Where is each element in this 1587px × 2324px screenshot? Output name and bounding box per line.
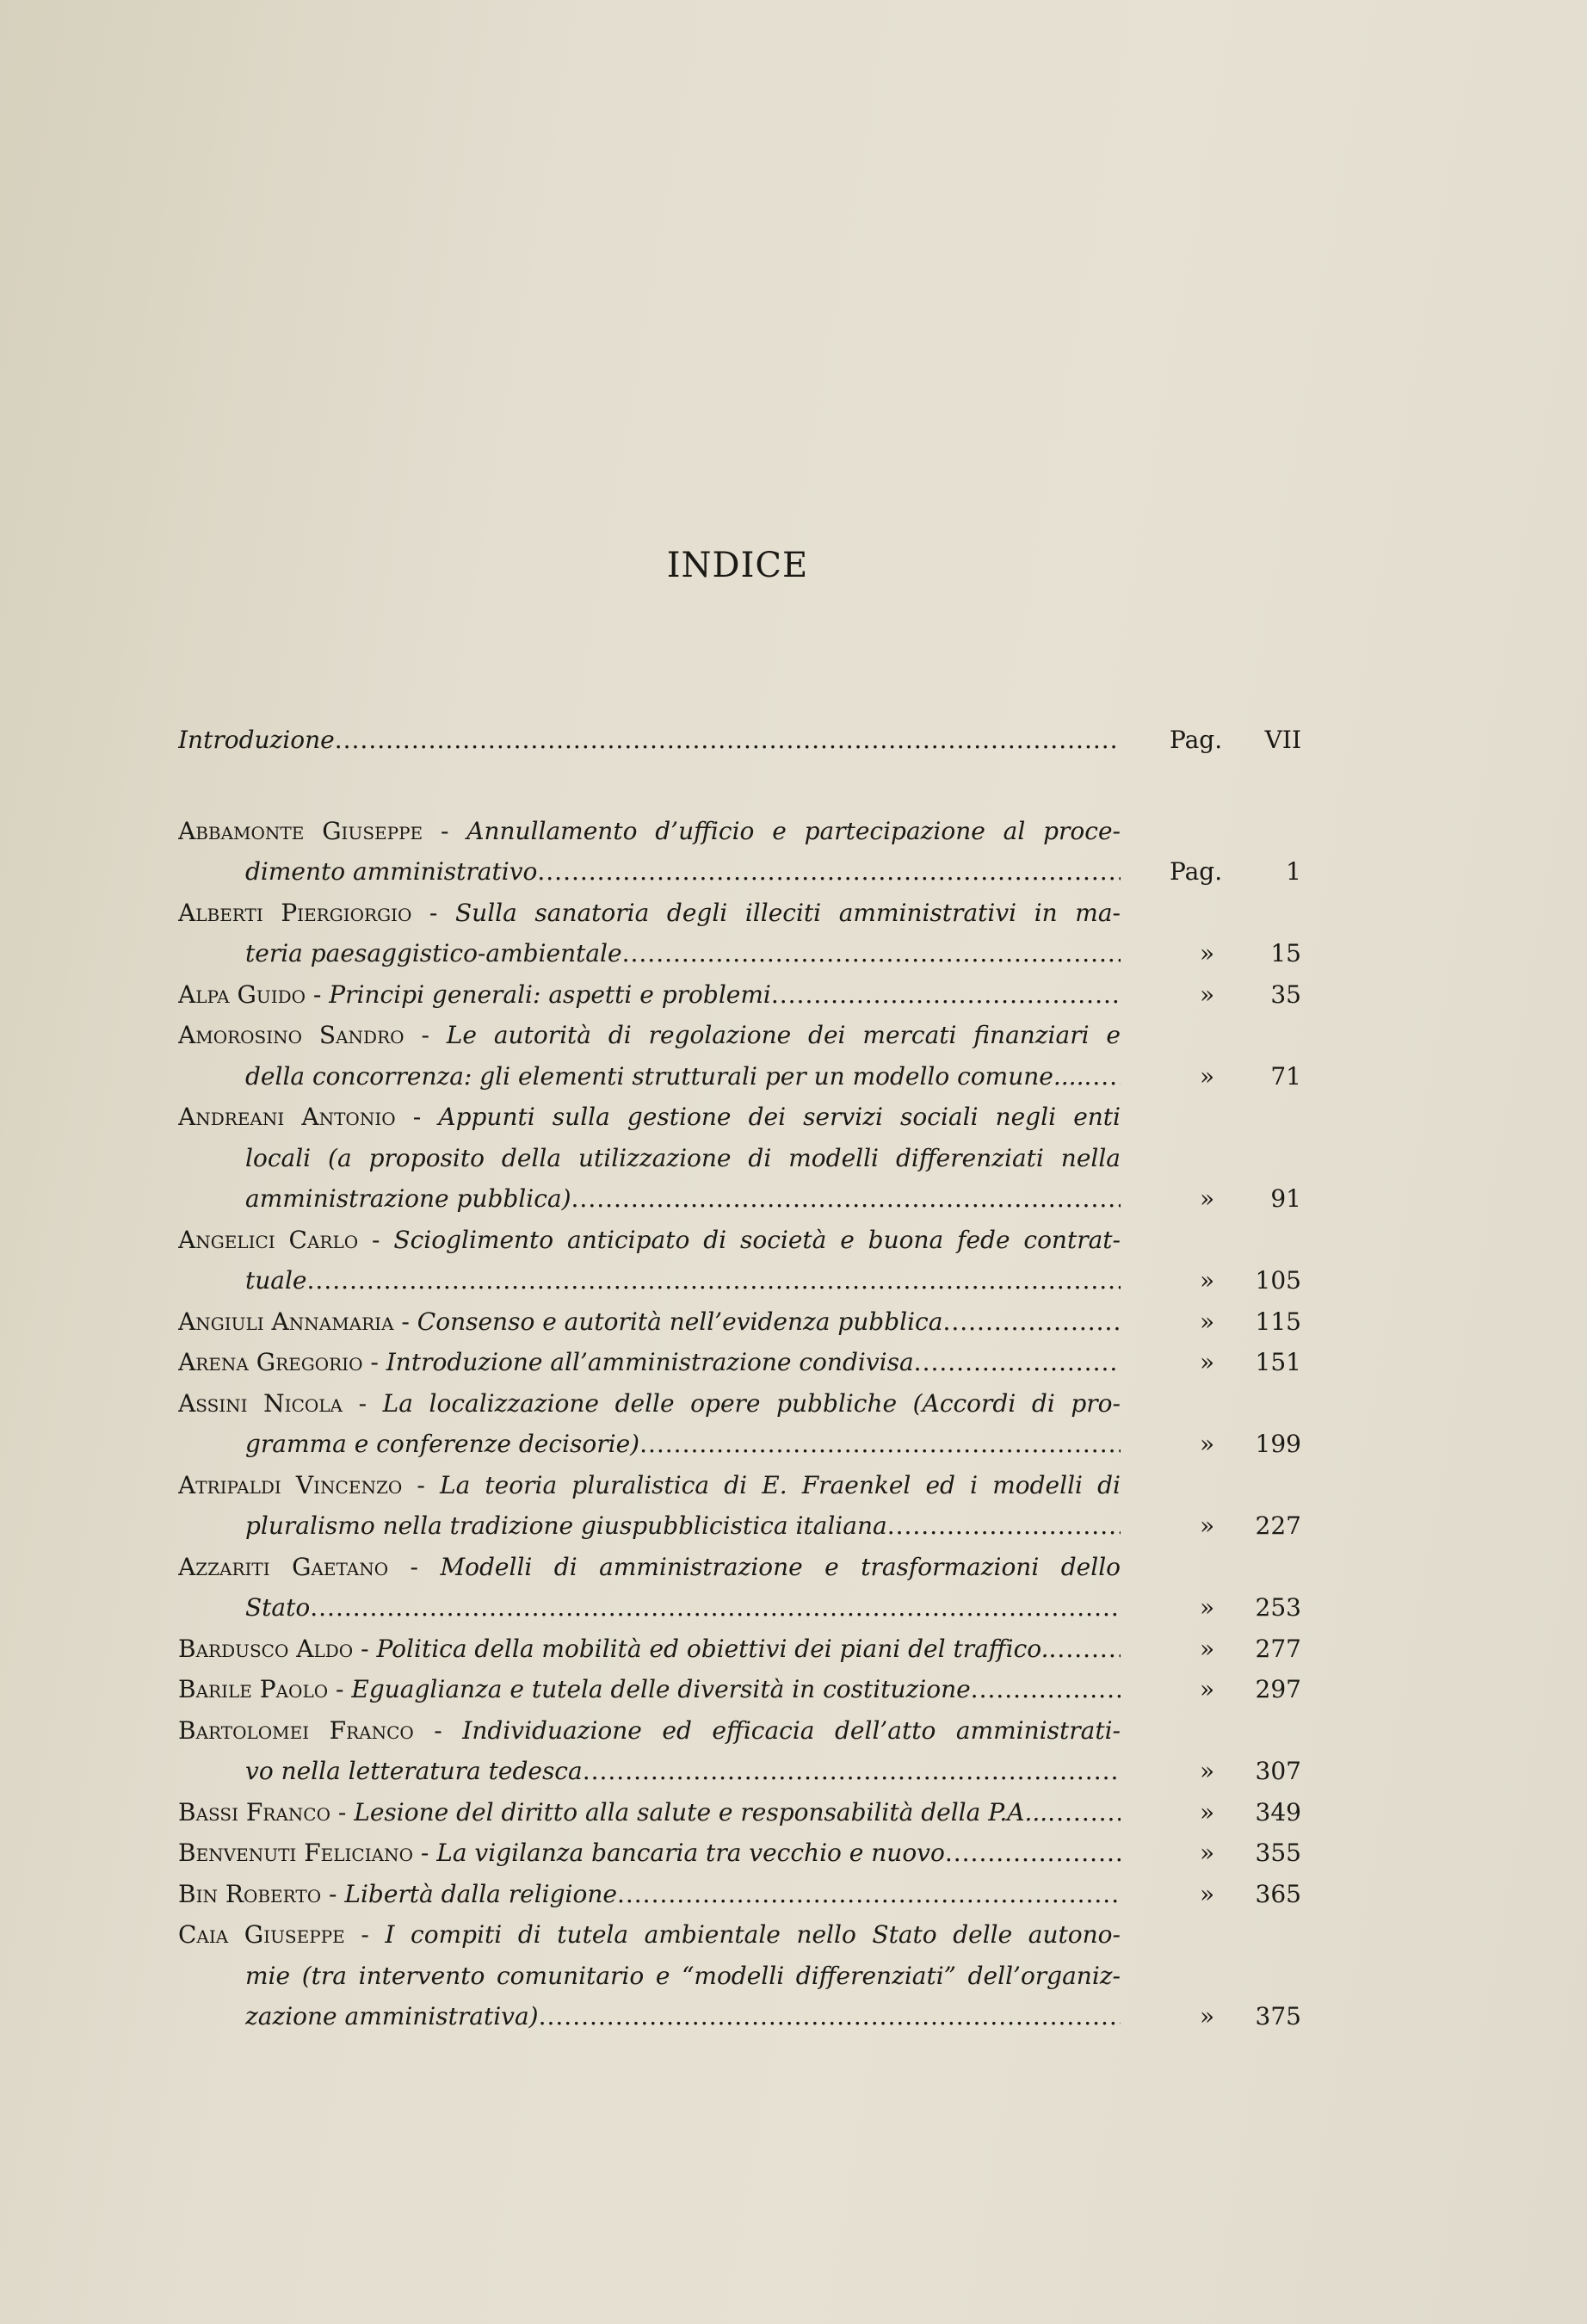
dot-leader [1084, 1062, 1121, 1091]
entry-title-line: Introduzione all’amministrazione condivisa [386, 1348, 914, 1376]
entry-title-line: Stato [245, 1593, 311, 1622]
toc-entry [178, 1716, 1301, 1758]
separator: - [353, 1634, 377, 1663]
entry-title-line: Modelli di amministrazione e trasformazioni dello [440, 1552, 1121, 1581]
separator: - [413, 1715, 463, 1745]
dot-leader [335, 726, 1121, 754]
separator: - [306, 980, 330, 1009]
page-number: 375 [1255, 2002, 1301, 2030]
separator: - [393, 1307, 417, 1336]
entry-title-line: teria paesaggistico-ambientale [245, 939, 622, 967]
toc-entry [178, 1839, 1301, 1880]
toc-entry [178, 1389, 1301, 1431]
page-marker: Pag. [1170, 726, 1223, 754]
table-of-contents [178, 726, 1301, 2043]
entry-title-line: Politica della mobilità ed obiettivi dei piani del traffico. [376, 1634, 1049, 1663]
dot-leader [1047, 1798, 1121, 1826]
dot-leader [537, 857, 1121, 886]
separator: - [404, 1021, 447, 1049]
page-marker: » [1200, 1757, 1215, 1785]
page-marker: Pag. [1170, 857, 1223, 886]
separator: - [411, 898, 455, 927]
author-name: Alberti Piergiorgio [178, 898, 412, 927]
author-name: Andreani Antonio [178, 1103, 396, 1131]
toc-entry-continuation [178, 857, 1301, 899]
page-marker: » [1200, 1593, 1215, 1622]
entry-title-line: zazione amministrativa) [245, 2002, 539, 2030]
page-title: INDICE [666, 546, 809, 585]
toc-entry-continuation [178, 2002, 1301, 2043]
page-marker: » [1200, 1348, 1215, 1376]
toc-entry [178, 1226, 1301, 1267]
separator: - [402, 1470, 440, 1499]
dot-leader [571, 1184, 1121, 1213]
entry-title-line: mie (tra intervento comunitario e “modelli differenziati” dell’organiz- [245, 1961, 1121, 1990]
author-name: Alpa Guido [178, 980, 306, 1009]
author-name: Bin Roberto [178, 1879, 322, 1908]
entry-title-line: Consenso e autorità nell’evidenza pubblica [417, 1307, 943, 1336]
author-name: Atripaldi Vincenzo [178, 1470, 403, 1499]
toc-entry-continuation [178, 939, 1301, 980]
page-number: 365 [1255, 1879, 1301, 1908]
entry-title-line: Principi generali: aspetti e problemi [329, 980, 771, 1009]
entry-title-line: Scioglimento anticipato di società e buona fede contrat- [393, 1225, 1121, 1254]
page-number: VII [1264, 726, 1301, 754]
separator: - [362, 1348, 386, 1376]
toc-entry-continuation [178, 1511, 1301, 1553]
toc-entry-introduction [178, 726, 1301, 767]
toc-entry [178, 899, 1301, 940]
entry-title-line: gramma e conferenze decisorie) [245, 1430, 640, 1458]
page-number: 253 [1255, 1593, 1301, 1622]
author-name: Azzariti Gaetano [178, 1552, 389, 1581]
page-number: 115 [1255, 1307, 1301, 1336]
toc-entry-continuation [178, 1266, 1301, 1307]
toc-entry [178, 1675, 1301, 1716]
page-marker: » [1200, 1266, 1215, 1295]
author-name: Bartolomei Franco [178, 1715, 414, 1745]
page-marker: » [1200, 1511, 1215, 1540]
separator: - [395, 1103, 439, 1131]
author-name: Assini Nicola [178, 1388, 343, 1418]
page-marker: » [1200, 980, 1215, 1009]
page-number: 105 [1255, 1266, 1301, 1295]
author-name: Bassi Franco [178, 1797, 330, 1826]
toc-entry [178, 1635, 1301, 1676]
page-number: 307 [1255, 1757, 1301, 1785]
page-number: 71 [1270, 1061, 1301, 1091]
separator: - [344, 1920, 386, 1949]
page-marker: » [1200, 1184, 1215, 1213]
entry-title-line: Individuazione ed efficacia dell’atto amministrati- [462, 1715, 1121, 1745]
page-marker: » [1200, 1879, 1215, 1908]
introduction-label: Introduzione [178, 726, 335, 754]
page-marker: » [1200, 1634, 1215, 1663]
dot-leader [622, 939, 1121, 967]
toc-entry-continuation [178, 1593, 1301, 1635]
entry-title-line: La vigilanza bancaria tra vecchio e nuovo [436, 1839, 945, 1867]
page-number: 199 [1255, 1430, 1301, 1458]
entry-title-line: Annullamento d’ufficio e partecipazione al proce- [466, 816, 1121, 845]
dot-leader [310, 1593, 1121, 1622]
separator: - [321, 1879, 345, 1908]
page-number: 277 [1255, 1634, 1301, 1663]
toc-entry [178, 1348, 1301, 1389]
separator: - [423, 816, 467, 845]
dot-leader [945, 1839, 1121, 1867]
page-marker: » [1200, 1307, 1215, 1336]
separator: - [343, 1388, 383, 1418]
page-marker: » [1200, 1839, 1215, 1867]
author-name: Bardusco Aldo [178, 1634, 354, 1663]
entry-title-line: Sulla sanatoria degli illeciti amministrativi in ma- [454, 898, 1121, 927]
author-name: Angiuli Annamaria [178, 1307, 394, 1336]
separator: - [412, 1839, 437, 1867]
author-name: Abbamonte Giuseppe [178, 816, 423, 845]
entry-title-line: dimento amministrativo [245, 857, 538, 886]
separator: - [330, 1797, 355, 1826]
toc-entry-continuation [178, 1062, 1301, 1103]
page-number: 355 [1255, 1839, 1301, 1867]
page-marker: » [1200, 1797, 1215, 1826]
page-number: 227 [1255, 1511, 1301, 1540]
toc-entry [178, 1021, 1301, 1062]
page-number: 91 [1270, 1184, 1301, 1213]
dot-leader [583, 1757, 1121, 1785]
page-marker: » [1200, 2002, 1215, 2030]
separator: - [328, 1675, 352, 1703]
entry-title-line: I compiti di tutela ambientale nello Stato delle autono- [385, 1920, 1121, 1949]
toc-entry [178, 980, 1301, 1022]
toc-entry-continuation [178, 1184, 1301, 1226]
entry-title-line: La localizzazione delle opere pubbliche (Accordi di pro- [382, 1388, 1121, 1418]
author-name: Benvenuti Feliciano [178, 1839, 413, 1867]
toc-entry [178, 1103, 1301, 1144]
dot-leader [971, 1675, 1121, 1703]
entry-title-line: locali (a proposito della utilizzazione di modelli differenziati nella [245, 1143, 1121, 1172]
toc-entry [178, 1798, 1301, 1839]
dot-leader [307, 1266, 1121, 1295]
author-name: Barile Paolo [178, 1675, 329, 1703]
dot-leader [942, 1307, 1121, 1336]
author-name: Arena Gregorio [178, 1348, 363, 1376]
toc-entry [178, 1471, 1301, 1512]
page-marker: » [1200, 1675, 1215, 1703]
separator: - [358, 1225, 394, 1254]
entry-title-line: tuale [245, 1266, 307, 1295]
author-name: Caia Giuseppe [178, 1920, 345, 1949]
page-number: 349 [1255, 1797, 1301, 1826]
page-number: 15 [1270, 939, 1301, 967]
toc-entry [178, 1307, 1301, 1349]
author-name: Angelici Carlo [178, 1225, 359, 1254]
page-marker: » [1200, 1430, 1215, 1458]
toc-entry-continuation [178, 1757, 1301, 1798]
entry-title-line: Libertà dalla religione [344, 1879, 617, 1908]
entry-title-line: Eguaglianza e tutela delle diversità in costituzione [351, 1675, 971, 1703]
entry-title-line: amministrazione pubblica) [245, 1184, 571, 1213]
dot-leader [887, 1511, 1121, 1540]
page-number: 1 [1286, 857, 1301, 886]
toc-entry [178, 1553, 1301, 1594]
dot-leader [617, 1880, 1121, 1908]
toc-entry [178, 1920, 1301, 1962]
toc-entry [178, 817, 1301, 858]
dot-leader [1049, 1635, 1121, 1663]
author-name: Amorosino Sandro [178, 1021, 404, 1049]
page-number: 297 [1255, 1675, 1301, 1703]
toc-entry [178, 1880, 1301, 1921]
page-marker: » [1200, 939, 1215, 967]
dot-leader [914, 1348, 1121, 1376]
page-number: 151 [1255, 1348, 1301, 1376]
toc-entry-continuation [178, 1144, 1301, 1185]
page-number: 35 [1270, 980, 1301, 1009]
entry-title-line: della concorrenza: gli elementi strutturali per un modello comune.... [245, 1061, 1084, 1091]
entry-title-line: pluralismo nella tradizione giuspubblicistica italiana [245, 1511, 887, 1540]
entry-title-line: Appunti sulla gestione dei servizi sociali negli enti [438, 1103, 1121, 1131]
toc-entry-continuation [178, 1430, 1301, 1471]
entry-title-line: Le autorità di regolazione dei mercati finanziari e [446, 1021, 1121, 1049]
toc-entry-continuation [178, 1962, 1301, 2003]
entry-title-line: vo nella letteratura tedesca [245, 1757, 583, 1785]
dot-leader [771, 980, 1121, 1009]
separator: - [388, 1552, 441, 1581]
page-marker: » [1200, 1061, 1215, 1091]
toc-entries [178, 817, 1301, 2043]
entry-title-line: Lesione del diritto alla salute e responsabilità della P.A... [354, 1797, 1048, 1826]
entry-title-line: La teoria pluralistica di E. Fraenkel ed i modelli di [440, 1470, 1121, 1499]
dot-leader [639, 1430, 1121, 1458]
dot-leader [539, 2002, 1121, 2030]
